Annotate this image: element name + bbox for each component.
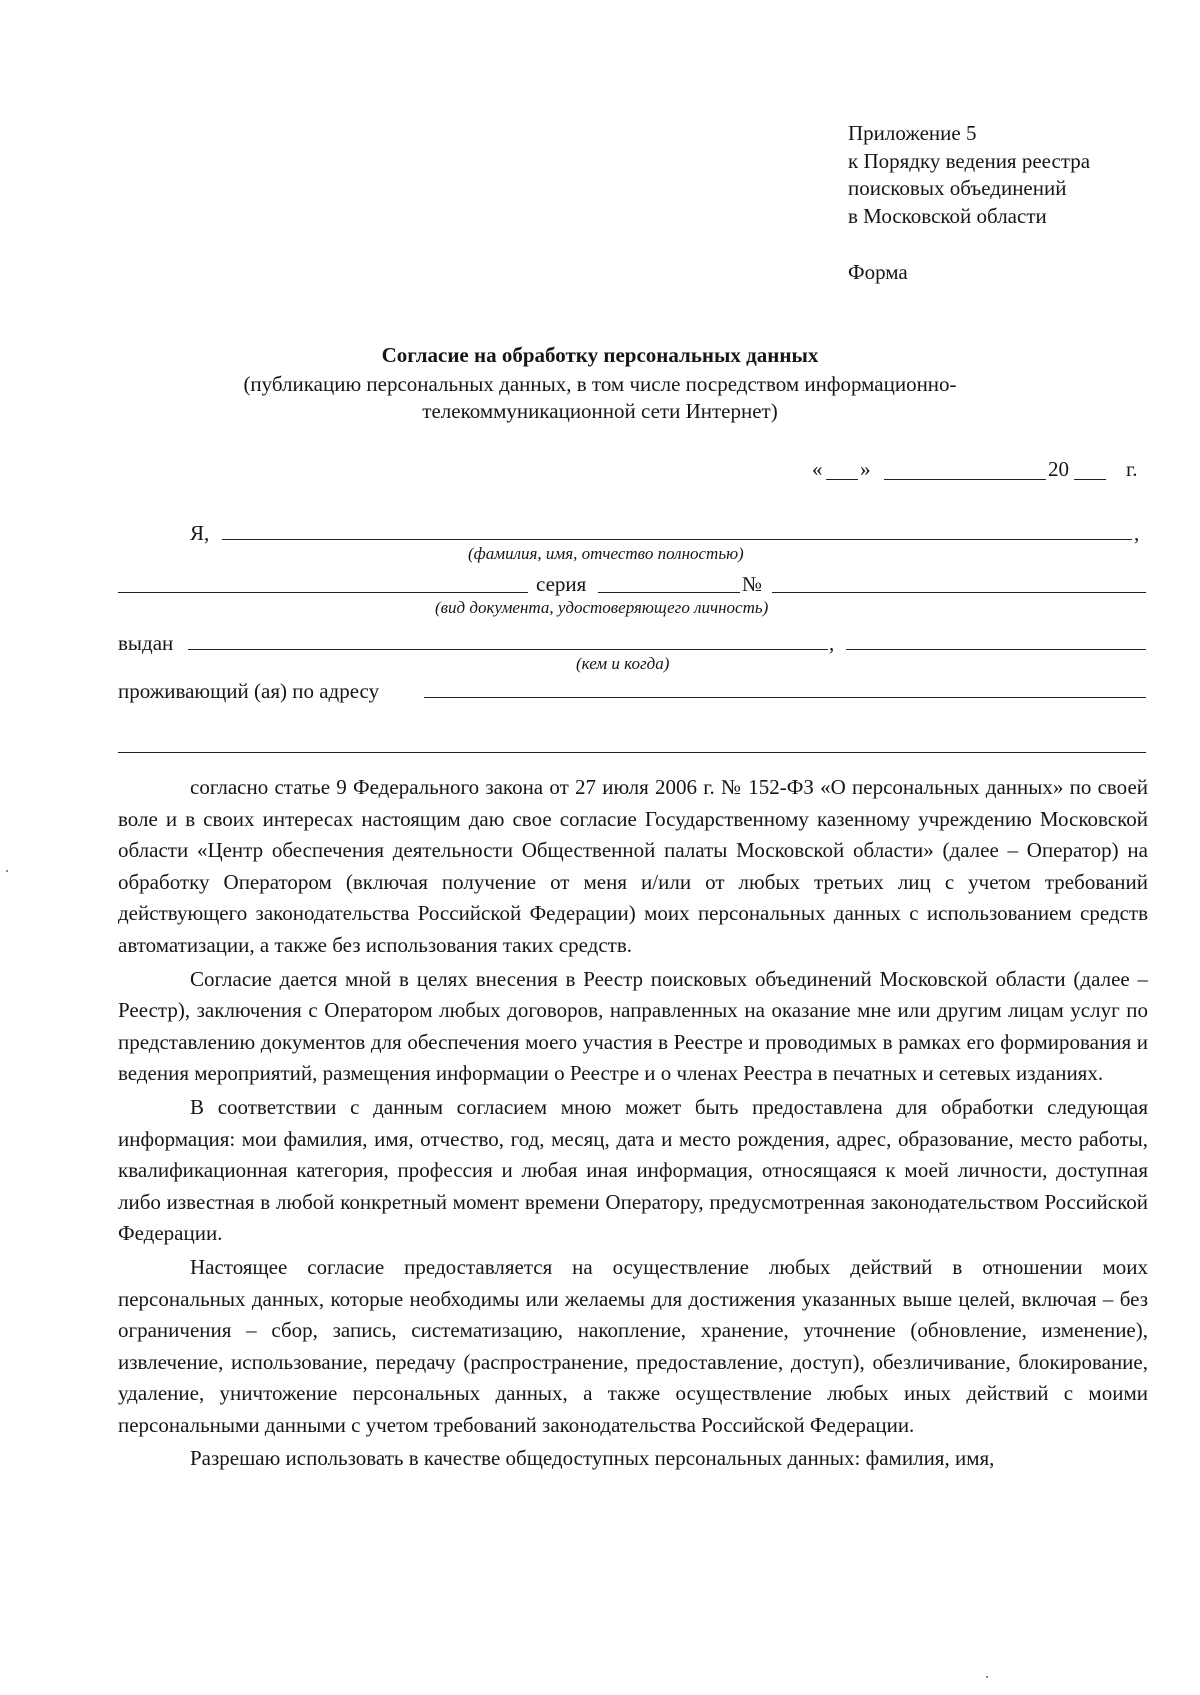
date-year-suffix: г.	[1126, 457, 1138, 481]
series-label: серия	[536, 572, 587, 596]
paragraph-actions: Настоящее согласие предоставляется на осуществление любых действий в отношении моих персональных данных, которые необходимы или желаемы для достижения указанных выше целей, включая – без ограничения – сбор, запись, систематизацию, накопление, хранение, уточнение (обновление, изменение), извлечение, использование, передачу (распространение, предоставление, доступ), обезличивание, блокирование, удаление, уничтожение персональных данных, а также осуществление любых иных действий с моими персональными данными с учетом требований законодательства Российской Федерации.	[118, 1254, 1148, 1437]
subtitle-line-2: телекоммуникационной сети Интернет)	[422, 399, 778, 423]
paragraph-information: В соответствии с данным согласием мною может быть предоставлена для обработки следующая информация: мои фамилия, имя, отчество, год, месяц, дата и место рождения, адрес, образование, место работы, квалификационная категория, профессия и любая иная информация, относящаяся к моей личности, доступная либо известная в любой конкретный момент времени Оператору, предусмотренная законодательством Российской Федерации.	[118, 1094, 1148, 1246]
paragraph-public-data: Разрешаю использовать в качестве общедоступных персональных данных: фамилия, имя,	[190, 1446, 995, 1471]
document-type-hint: (вид документа, удостоверяющего личность)	[435, 598, 769, 617]
appendix-line-3: поисковых объединений	[848, 176, 1067, 200]
document-type-field[interactable]	[118, 592, 528, 593]
address-label: проживающий (ая) по адресу	[118, 679, 380, 703]
full-name-field[interactable]	[222, 539, 1132, 540]
date-close-quote: »	[860, 457, 871, 481]
document-title: Согласие на обработку персональных данных	[381, 343, 819, 367]
issued-hint: (кем и когда)	[576, 654, 670, 673]
issued-comma: ,	[829, 631, 835, 655]
scan-speck	[986, 1676, 988, 1678]
issued-date-field[interactable]	[846, 649, 1146, 650]
paragraph-purpose: Согласие дается мной в целях внесения в Реестр поисковых объединений Московской области (далее – Реестр), заключения с Оператором любых договоров, направленных на оказание мне или другим лицам услуг по представлению документов для обеспечения моего участия в Реестре и проводимых в рамках его формирования и ведения мероприятий, размещения информации о Реестре и о членах Реестра в печатных и сетевых изданиях.	[118, 966, 1148, 1086]
appendix-header	[848, 120, 1090, 230]
date-month-field[interactable]	[884, 479, 1046, 480]
address-field-line-1[interactable]	[424, 697, 1146, 698]
appendix-line-2: к Порядку ведения реестра	[848, 148, 1091, 173]
issued-label: выдан	[118, 631, 174, 655]
issued-by-field[interactable]	[188, 649, 828, 650]
i-label: Я,	[190, 521, 210, 545]
appendix-line-1: Приложение 5	[848, 121, 977, 145]
document-subtitle	[0, 371, 1200, 425]
address-field-line-2[interactable]	[118, 752, 1146, 753]
scan-speck	[6, 870, 8, 872]
full-name-hint: (фамилия, имя, отчество полностью)	[468, 544, 744, 563]
series-field[interactable]	[598, 592, 740, 593]
form-label: Форма	[848, 260, 908, 284]
consent-body	[118, 772, 1148, 1475]
date-year-prefix: 20	[1048, 457, 1069, 481]
paragraph-legal-basis: согласно статье 9 Федерального закона от 27 июля 2006 г. № 152-ФЗ «О персональных данных» по своей воле и в своих интересах настоящим даю свое согласие Государственному казенному учреждению Московской области «Центр обеспечения деятельности Общественной палаты Московской области» (далее – Оператор) на обработку Оператором (включая получение от меня и/или от любых третьих лиц с учетом требований действующего законодательства Российской Федерации) моих персональных данных с использованием средств автоматизации, а также без использования таких средств.	[118, 775, 1148, 957]
number-label: №	[742, 572, 763, 596]
date-open-quote: «	[812, 457, 823, 481]
subtitle-line-1: (публикацию персональных данных, в том числе посредством информационно-	[243, 372, 957, 396]
date-day-field[interactable]	[826, 479, 858, 480]
number-field[interactable]	[772, 592, 1146, 593]
i-comma: ,	[1134, 521, 1140, 545]
appendix-line-4: в Московской области	[848, 203, 1047, 228]
date-year-field[interactable]	[1074, 479, 1106, 480]
